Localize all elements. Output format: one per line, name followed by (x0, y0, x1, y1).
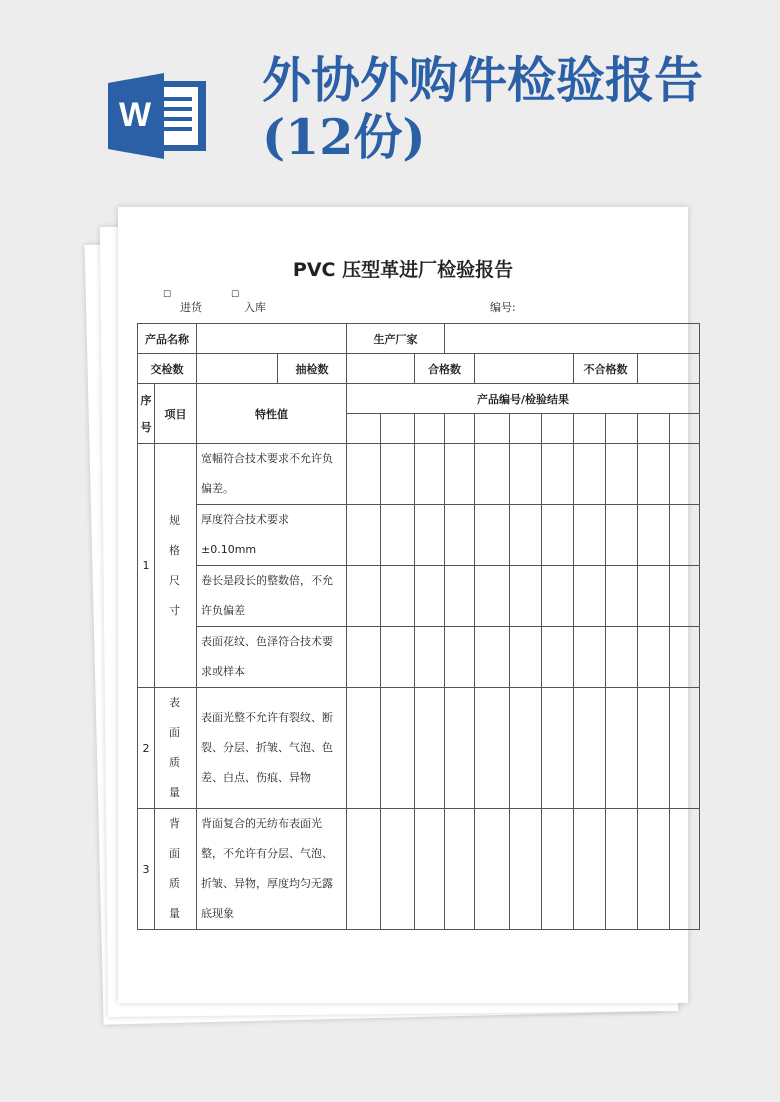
item-name: 背面质量 (155, 809, 197, 930)
item-name: 表面质量 (155, 688, 197, 809)
failed-qty-value[interactable] (638, 354, 700, 384)
table-row (138, 444, 700, 505)
result-cell[interactable] (381, 809, 415, 930)
submitted-qty-value[interactable] (197, 354, 347, 384)
result-cell[interactable] (574, 414, 606, 444)
result-cell[interactable] (574, 688, 606, 809)
result-cell[interactable] (606, 444, 638, 505)
document-page (118, 207, 688, 1003)
result-cell[interactable] (445, 566, 475, 627)
result-cell[interactable] (347, 414, 381, 444)
result-cell[interactable] (381, 444, 415, 505)
result-cell[interactable] (670, 627, 700, 688)
result-cell[interactable] (638, 809, 670, 930)
result-cell[interactable] (475, 505, 510, 566)
result-cell[interactable] (381, 566, 415, 627)
item-name: 规格尺寸 (155, 444, 197, 688)
result-cell[interactable] (445, 505, 475, 566)
checkbox-incoming[interactable]: ☐ (163, 290, 172, 300)
result-cell[interactable] (606, 809, 638, 930)
result-cell[interactable] (606, 566, 638, 627)
option-warehouse-label: 入库 (244, 301, 266, 314)
result-cell[interactable] (445, 688, 475, 809)
result-cell[interactable] (638, 505, 670, 566)
sample-qty-label: 抽检数 (295, 362, 329, 376)
table-row (138, 627, 700, 688)
result-cell[interactable] (606, 414, 638, 444)
seq-header: 序号 (138, 384, 155, 444)
result-cell[interactable] (574, 566, 606, 627)
result-cell[interactable] (415, 566, 445, 627)
result-cell[interactable] (510, 809, 542, 930)
passed-qty-label: 合格数 (415, 354, 475, 384)
result-cell[interactable] (542, 414, 574, 444)
spec-text: 厚度符合技术要求±0.10mm (197, 505, 347, 566)
result-cell[interactable] (381, 627, 415, 688)
result-cell[interactable] (347, 809, 381, 930)
seq-number: 3 (138, 809, 155, 930)
result-cell[interactable] (638, 414, 670, 444)
result-cell[interactable] (638, 627, 670, 688)
result-cell[interactable] (445, 444, 475, 505)
result-cell[interactable] (670, 688, 700, 809)
result-cell[interactable] (670, 809, 700, 930)
result-cell[interactable] (347, 566, 381, 627)
spec-text: 宽幅符合技术要求不允许负偏差。 (197, 444, 347, 505)
result-cell[interactable] (510, 505, 542, 566)
result-cell[interactable] (445, 414, 475, 444)
inspection-table (137, 323, 700, 930)
result-cell[interactable] (638, 444, 670, 505)
result-cell[interactable] (574, 505, 606, 566)
result-cell[interactable] (670, 444, 700, 505)
result-cell[interactable] (475, 627, 510, 688)
result-cell[interactable] (510, 627, 542, 688)
result-cell[interactable] (670, 505, 700, 566)
spec-text: 背面复合的无纺布表面光整，不允许有分层、气泡、折皱、异物，厚度均匀无露底现象 (197, 809, 347, 930)
submitted-qty-label: 交检数 (138, 354, 197, 384)
result-cell[interactable] (542, 809, 574, 930)
result-cell[interactable] (381, 688, 415, 809)
result-cell[interactable] (638, 566, 670, 627)
result-cell[interactable] (347, 444, 381, 505)
table-row (138, 324, 700, 354)
result-cell[interactable] (638, 688, 670, 809)
result-cell[interactable] (574, 627, 606, 688)
sample-qty-value[interactable] (347, 354, 415, 384)
result-cell[interactable] (415, 414, 445, 444)
manufacturer-label: 生产厂家 (347, 324, 445, 354)
result-cell[interactable] (606, 505, 638, 566)
banner-title: 外协外购件检验报告(12份) (262, 51, 704, 166)
results-header: 产品编号/检验结果 (347, 384, 700, 414)
product-name-value[interactable] (197, 324, 347, 354)
result-cell[interactable] (347, 505, 381, 566)
result-cell[interactable] (415, 505, 445, 566)
result-cell[interactable] (574, 444, 606, 505)
result-cell[interactable] (542, 505, 574, 566)
result-cell[interactable] (445, 627, 475, 688)
checkbox-warehouse[interactable]: ☐ (231, 290, 240, 300)
manufacturer-value[interactable] (445, 324, 700, 354)
result-cell[interactable] (475, 566, 510, 627)
svg-text:W: W (118, 96, 152, 134)
document-title: PVC 压型革进厂检验报告 (292, 259, 514, 281)
table-row (138, 566, 700, 627)
result-cell[interactable] (475, 688, 510, 809)
result-cell[interactable] (542, 627, 574, 688)
table-row (138, 809, 700, 930)
result-cell[interactable] (510, 444, 542, 505)
seq-number: 1 (138, 444, 155, 688)
result-cell[interactable] (542, 566, 574, 627)
result-cell[interactable] (670, 566, 700, 627)
result-cell[interactable] (415, 688, 445, 809)
result-cell[interactable] (670, 414, 700, 444)
result-cell[interactable] (574, 809, 606, 930)
result-cell[interactable] (347, 627, 381, 688)
result-cell[interactable] (475, 809, 510, 930)
result-cell[interactable] (510, 566, 542, 627)
result-cell[interactable] (347, 688, 381, 809)
seq-number: 2 (138, 688, 155, 809)
item-header: 项目 (155, 384, 197, 444)
characteristic-header: 特性值 (197, 384, 347, 444)
result-cell[interactable] (475, 444, 510, 505)
product-name-label: 产品名称 (138, 324, 197, 354)
result-cell[interactable] (510, 688, 542, 809)
table-row (138, 505, 700, 566)
spec-text: 表面光整不允许有裂纹、断裂、分层、折皱、气泡、色差、白点、伤痕、异物 (197, 688, 347, 809)
result-cell[interactable] (381, 505, 415, 566)
result-cell[interactable] (542, 444, 574, 505)
result-cell[interactable] (381, 414, 415, 444)
result-cell[interactable] (606, 627, 638, 688)
spec-text: 表面花纹、色泽符合技术要求或样本 (197, 627, 347, 688)
table-row (138, 688, 700, 809)
failed-qty-label: 不合格数 (574, 354, 638, 384)
result-cell[interactable] (475, 414, 510, 444)
passed-qty-value[interactable] (475, 354, 574, 384)
table-row (138, 384, 700, 414)
result-cell[interactable] (415, 444, 445, 505)
result-cell[interactable] (415, 627, 445, 688)
result-cell[interactable] (606, 688, 638, 809)
word-logo-icon (108, 73, 208, 159)
option-incoming-label: 进货 (180, 301, 202, 314)
spec-text: 卷长是段长的整数倍，不允许负偏差 (197, 566, 347, 627)
number-label: 编号: (490, 301, 516, 314)
result-cell[interactable] (445, 809, 475, 930)
table-row (138, 354, 700, 384)
result-cell[interactable] (510, 414, 542, 444)
result-cell[interactable] (415, 809, 445, 930)
result-cell[interactable] (542, 688, 574, 809)
